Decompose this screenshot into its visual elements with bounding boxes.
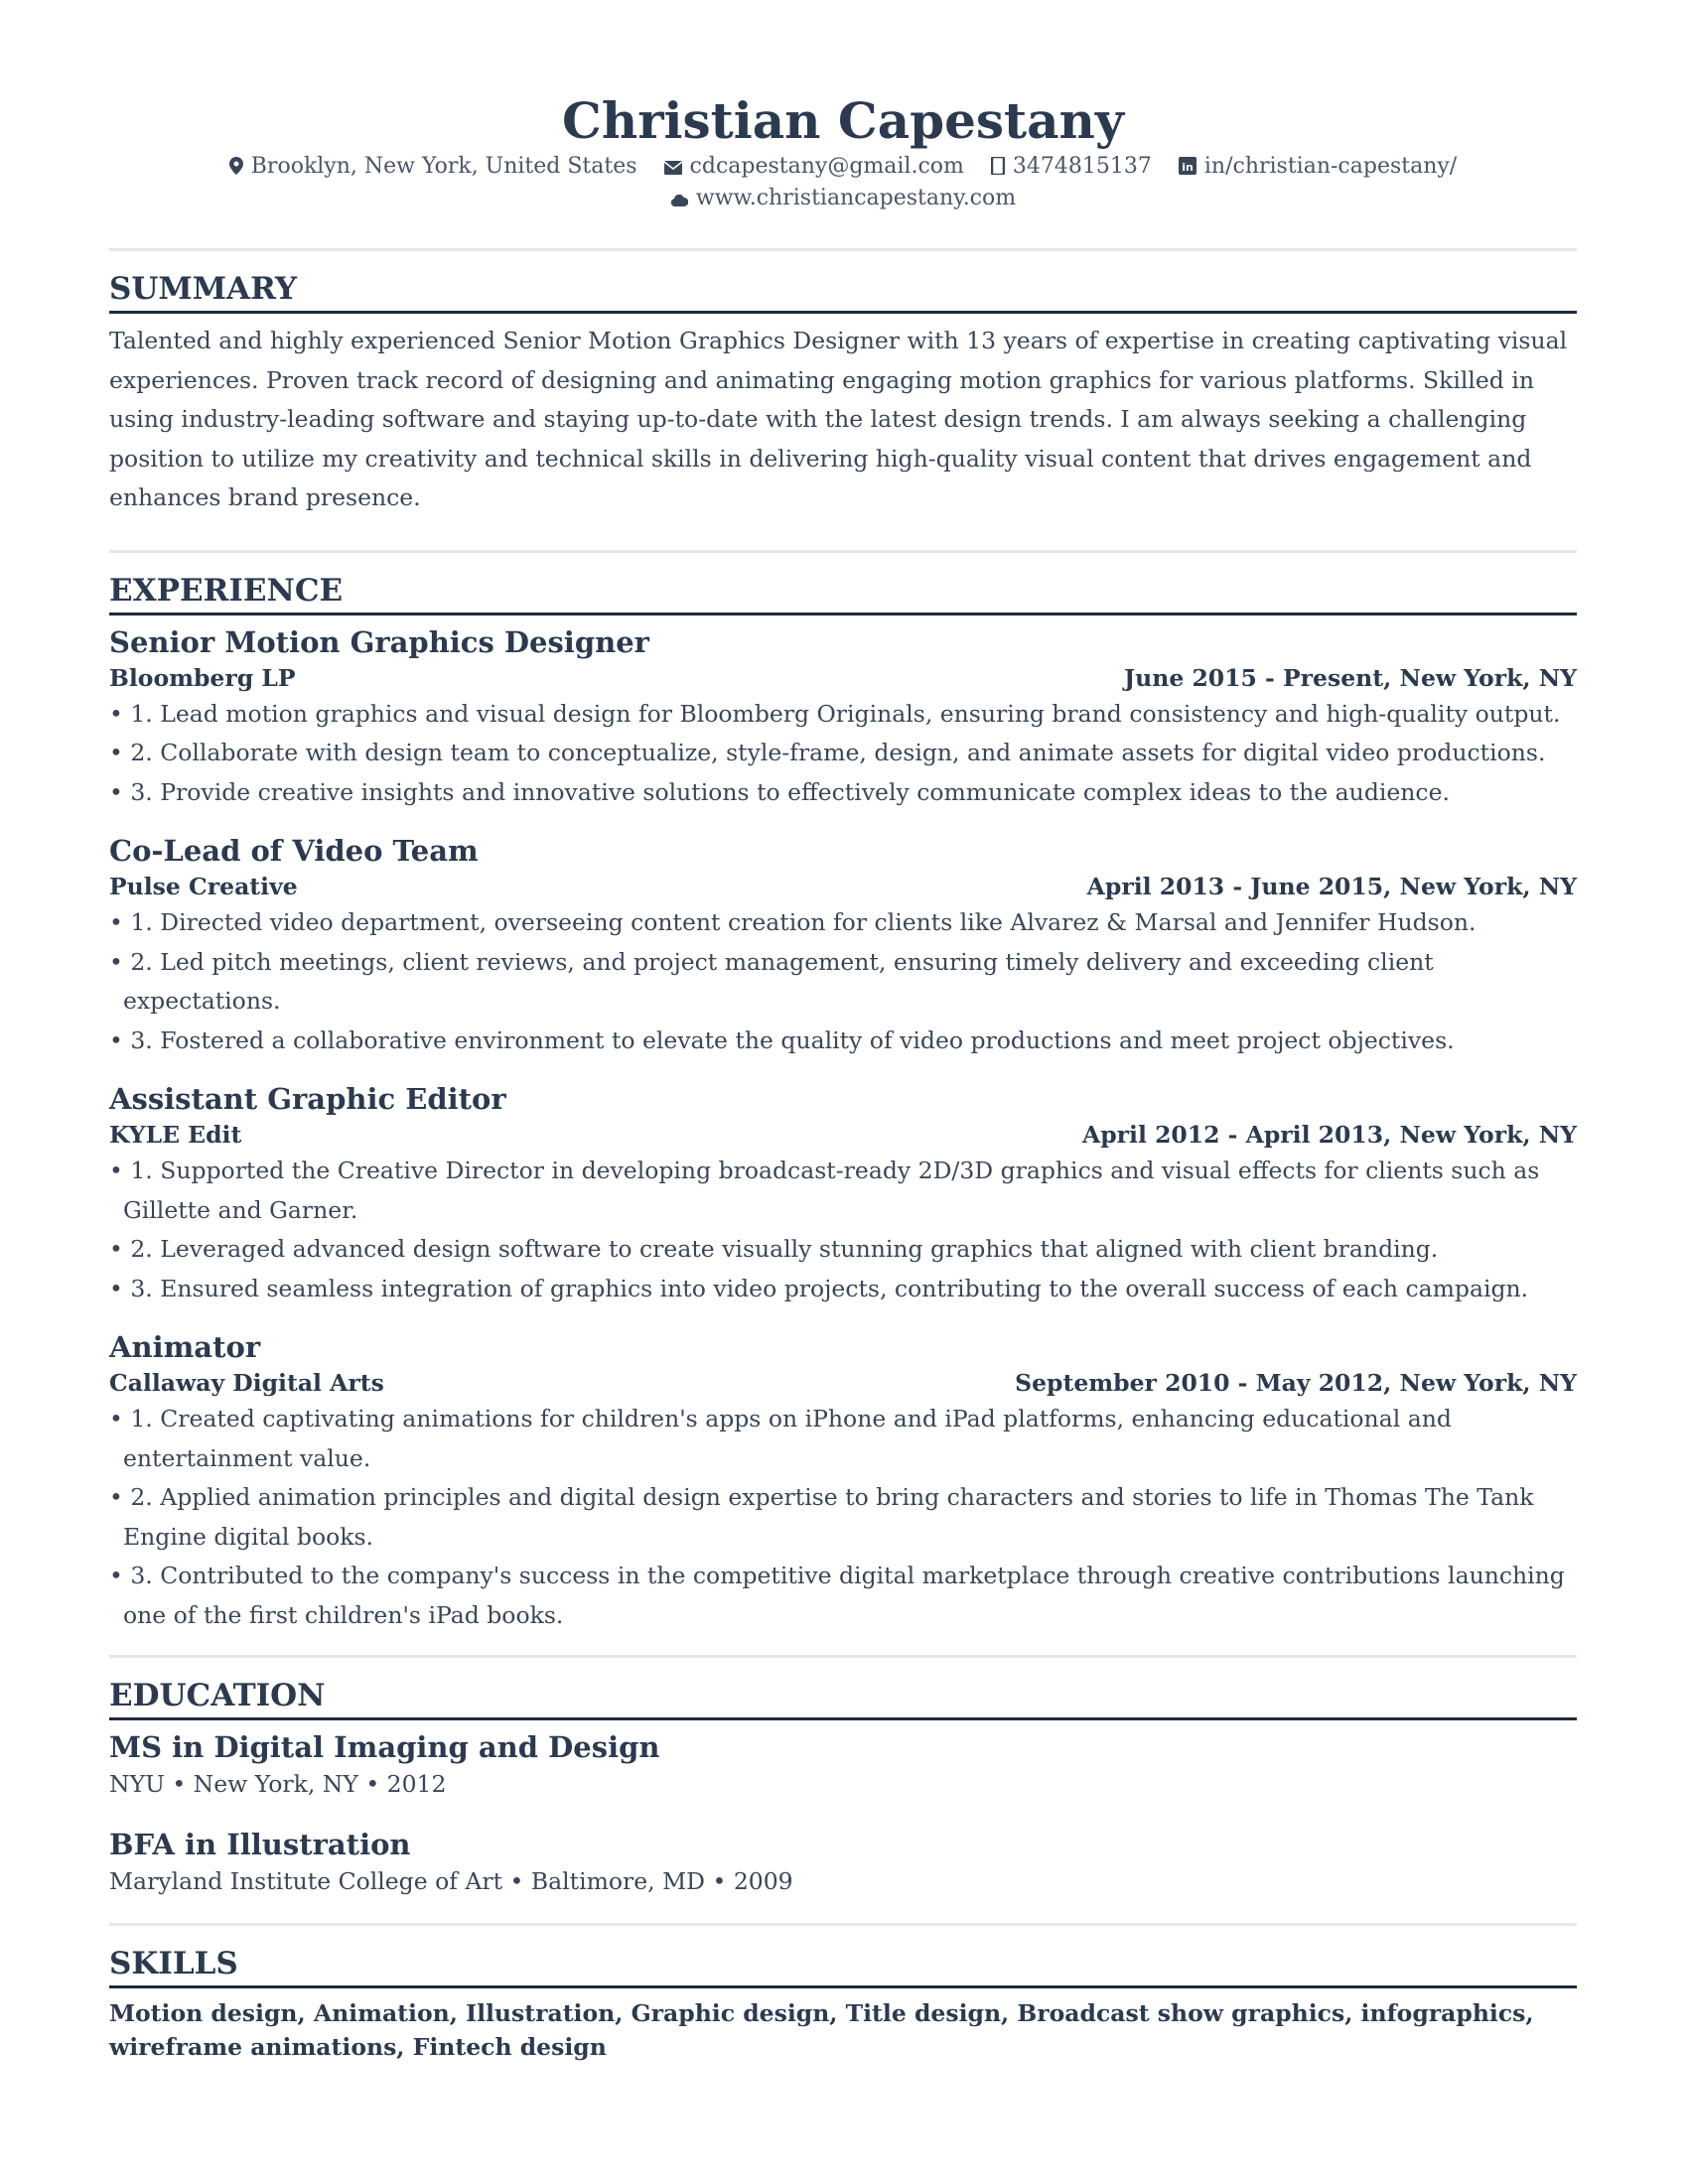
phone-link[interactable]: 3474815137	[1012, 154, 1152, 179]
education-entry	[109, 1826, 1577, 1899]
email-icon	[664, 161, 682, 175]
candidate-name: Christian Capestany	[562, 91, 1124, 150]
job-title: Assistant Graphic Editor	[109, 1082, 506, 1116]
linkedin-icon	[1179, 157, 1196, 175]
phone-item[interactable]	[991, 151, 1152, 183]
job-dates: April 2012 - April 2013, New York, NY	[1082, 1121, 1577, 1149]
job-company: Bloomberg LP	[109, 663, 296, 692]
job-bullet: • 1. Lead motion graphics and visual design for Bloomberg Originals, ensuring brand consistency and high-quality output.	[109, 695, 1577, 735]
job-bullet: • 3. Fostered a collaborative environment to elevate the quality of video productions and meet project objectives.	[109, 1022, 1577, 1061]
job-bullet: • 3. Contributed to the company's success in the competitive digital marketplace through creative contributions launching one of the first children's iPad books.	[109, 1557, 1577, 1635]
resume-content	[109, 91, 1577, 2064]
job-bullet: • 1. Created captivating animations for children's apps on iPhone and iPad platforms, enhancing educational and entertainment value.	[109, 1400, 1577, 1478]
email-item[interactable]	[664, 151, 964, 183]
education-degree: MS in Digital Imaging and Design	[109, 1730, 660, 1764]
contact-row-2	[109, 183, 1577, 214]
job-entry	[109, 832, 1577, 1060]
job-dates: June 2015 - Present, New York, NY	[1124, 663, 1577, 692]
website-item[interactable]	[670, 183, 1016, 214]
job-title: Animator	[109, 1330, 261, 1364]
job-meta	[109, 661, 1577, 695]
job-bullet: • 2. Led pitch meetings, client reviews, and project management, ensuring timely delivery and exceeding client expectations.	[109, 943, 1577, 1022]
job-bullet: • 3. Ensured seamless integration of graphics into video projects, contributing to the overall success of each campaign.	[109, 1270, 1577, 1309]
experience-rule	[109, 613, 1577, 615]
education-details: NYU • New York, NY • 2012	[109, 1770, 447, 1798]
job-bullets	[109, 695, 1577, 813]
job-bullet: • 2. Leveraged advanced design software to create visually stunning graphics that aligned with client branding.	[109, 1230, 1577, 1270]
job-meta	[109, 1118, 1577, 1152]
summary-text: Talented and highly experienced Senior Motion Graphics Designer with 13 years of expertise in creating captivating visual experiences. Proven track record of designing and animating engaging motion graphics for various platforms. Skilled in using industry-leading software and staying up-to-date with the latest design trends. I am always seeking a challenging position to utilize my creativity and technical skills in delivering high-quality visual content that drives engagement and enhances brand presence.	[109, 327, 1568, 511]
job-dates: September 2010 - May 2012, New York, NY	[1015, 1369, 1577, 1397]
email-link[interactable]: cdcapestany@gmail.com	[689, 154, 964, 179]
job-company: Pulse Creative	[109, 873, 298, 900]
education-degree: BFA in Illustration	[109, 1828, 411, 1861]
svg-text:in: in	[1182, 161, 1194, 174]
skills-heading: SKILLS	[109, 1946, 238, 1981]
education-details: Maryland Institute College of Art • Baltimore, MD • 2009	[109, 1867, 793, 1895]
contact-row-1	[109, 151, 1577, 183]
linkedin-item[interactable]	[1179, 151, 1457, 183]
job-company: Callaway Digital Arts	[109, 1369, 384, 1397]
job-bullet: • 3. Provide creative insights and innovative solutions to effectively communicate complex ideas to the audience.	[109, 773, 1577, 813]
summary-heading: SUMMARY	[109, 271, 298, 307]
linkedin-link[interactable]: in/christian-capestany/	[1203, 154, 1458, 179]
job-bullet: • 2. Applied animation principles and digital design expertise to bring characters and stories to life in Thomas The Tank Engine digital books.	[109, 1478, 1577, 1557]
job-bullets	[109, 903, 1577, 1060]
location-pin-icon	[229, 157, 243, 175]
location-item	[229, 151, 637, 183]
skills-rule	[109, 1985, 1577, 1988]
summary-rule	[109, 311, 1577, 314]
job-dates: April 2013 - June 2015, New York, NY	[1086, 873, 1577, 900]
job-company: KYLE Edit	[109, 1121, 242, 1149]
job-title: Co-Lead of Video Team	[109, 834, 479, 868]
education-entry	[109, 1728, 1577, 1802]
location-text: Brooklyn, New York, United States	[250, 154, 637, 179]
education-rule	[109, 1717, 1577, 1720]
job-entry	[109, 623, 1577, 813]
job-meta	[109, 1366, 1577, 1400]
job-entry	[109, 1080, 1577, 1308]
job-title: Senior Motion Graphics Designer	[109, 624, 649, 659]
job-bullet: • 2. Collaborate with design team to conceptualize, style-frame, design, and animate assets for digital video productions.	[109, 734, 1577, 773]
job-entry	[109, 1328, 1577, 1635]
job-bullets	[109, 1152, 1577, 1308]
education-heading: EDUCATION	[109, 1678, 326, 1713]
phone-icon	[991, 157, 1005, 175]
job-bullets	[109, 1400, 1577, 1635]
cloud-icon	[670, 195, 688, 206]
job-meta	[109, 870, 1577, 903]
job-bullet: • 1. Directed video department, overseeing content creation for clients like Alvarez & Marsal and Jennifer Hudson.	[109, 903, 1577, 943]
website-link[interactable]: www.christiancapestany.com	[695, 186, 1017, 210]
skills-text: Motion design, Animation, Illustration, Graphic design, Title design, Broadcast show graphics, infographics, wireframe animations, Fintech design	[109, 1999, 1534, 2061]
experience-heading: EXPERIENCE	[109, 572, 344, 609]
job-bullet: • 1. Supported the Creative Director in developing broadcast-ready 2D/3D graphics and visual effects for clients such as Gillette and Garner.	[109, 1152, 1577, 1230]
